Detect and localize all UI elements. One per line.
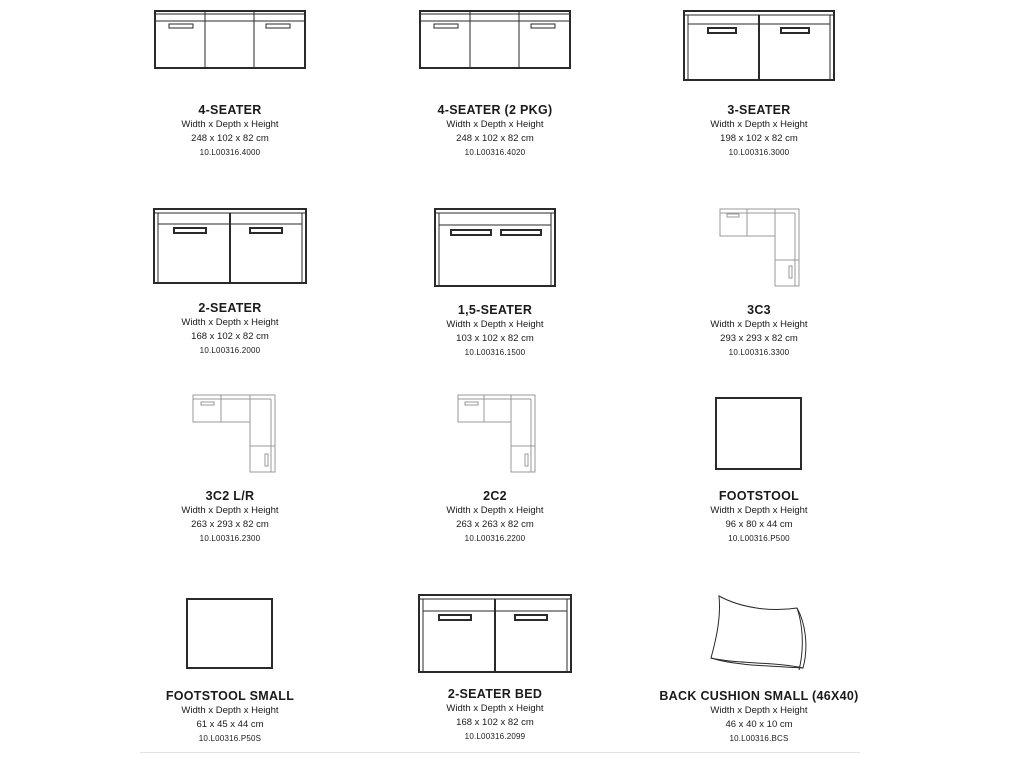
- article-code: 10.L00316.1500: [464, 348, 526, 357]
- dimensions: 263 x 293 x 82 cm: [191, 519, 269, 530]
- dimension-label: Width x Depth x Height: [446, 119, 544, 130]
- dimensions: 96 x 80 x 44 cm: [725, 519, 793, 530]
- product-title: 3-SEATER: [727, 103, 791, 117]
- dimension-label: Width x Depth x Height: [181, 505, 279, 516]
- product-title: 3C2 L/R: [205, 489, 255, 503]
- footstool-drawing: [639, 397, 879, 471]
- dimensions: 168 x 102 x 82 cm: [191, 331, 269, 342]
- dimensions: 293 x 293 x 82 cm: [720, 333, 798, 344]
- bottom-divider: [140, 752, 860, 753]
- dimension-label: Width x Depth x Height: [710, 119, 808, 130]
- dimension-label: Width x Depth x Height: [181, 317, 279, 328]
- article-code: 10.L00316.2000: [199, 346, 261, 355]
- footstool-small-drawing: [110, 598, 350, 670]
- article-code: 10.L00316.P50S: [198, 734, 262, 743]
- product-title: 2-SEATER: [198, 301, 262, 315]
- dimension-label: Width x Depth x Height: [710, 505, 808, 516]
- article-code: 10.L00316.2200: [464, 534, 526, 543]
- sofa-2-seater-drawing: [110, 208, 350, 285]
- product-title: 2-SEATER BED: [447, 687, 543, 701]
- corner-sofa-2c2-drawing: [375, 394, 615, 474]
- corner-sofa-3c2-drawing: [110, 394, 350, 474]
- sofa-1-5-seater-drawing: [375, 208, 615, 288]
- dimensions: 168 x 102 x 82 cm: [456, 717, 534, 728]
- article-code: 10.L00316.3300: [728, 348, 790, 357]
- sofa-3-seater-drawing: [639, 10, 879, 82]
- sofa-4-seater-2pkg-drawing: [375, 10, 615, 70]
- product-title: FOOTSTOOL: [718, 489, 800, 503]
- product-title: BACK CUSHION SMALL (46X40): [659, 689, 859, 703]
- product-title: 1,5-SEATER: [457, 303, 533, 317]
- article-code: 10.L00316.P500: [728, 534, 790, 543]
- sofa-4-seater-drawing: [110, 10, 350, 70]
- dimensions: 248 x 102 x 82 cm: [456, 133, 534, 144]
- product-title: 4-SEATER (2 PKG): [437, 103, 553, 117]
- article-code: 10.L00316.3000: [728, 148, 790, 157]
- product-title: 4-SEATER: [198, 103, 262, 117]
- product-title: FOOTSTOOL SMALL: [165, 689, 295, 703]
- back-cushion-drawing: [639, 592, 879, 676]
- product-title: 2C2: [483, 489, 507, 503]
- corner-sofa-3c3-drawing: [639, 208, 879, 288]
- article-code: 10.L00316.2300: [199, 534, 261, 543]
- product-title: 3C3: [747, 303, 771, 317]
- dimension-label: Width x Depth x Height: [710, 319, 808, 330]
- dimension-label: Width x Depth x Height: [710, 705, 808, 716]
- dimensions: 46 x 40 x 10 cm: [725, 719, 793, 730]
- dimension-label: Width x Depth x Height: [181, 119, 279, 130]
- dimensions: 103 x 102 x 82 cm: [456, 333, 534, 344]
- dimension-label: Width x Depth x Height: [446, 505, 544, 516]
- article-code: 10.L00316.4020: [464, 148, 526, 157]
- dimension-label: Width x Depth x Height: [446, 703, 544, 714]
- dimensions: 61 x 45 x 44 cm: [196, 719, 264, 730]
- dimensions: 198 x 102 x 82 cm: [720, 133, 798, 144]
- article-code: 10.L00316.4000: [199, 148, 261, 157]
- dimension-label: Width x Depth x Height: [446, 319, 544, 330]
- article-code: 10.L00316.2099: [464, 732, 526, 741]
- dimensions: 263 x 263 x 82 cm: [456, 519, 534, 530]
- sofa-bed-drawing: [375, 594, 615, 674]
- dimension-label: Width x Depth x Height: [181, 705, 279, 716]
- article-code: 10.L00316.BCS: [729, 734, 789, 743]
- dimensions: 248 x 102 x 82 cm: [191, 133, 269, 144]
